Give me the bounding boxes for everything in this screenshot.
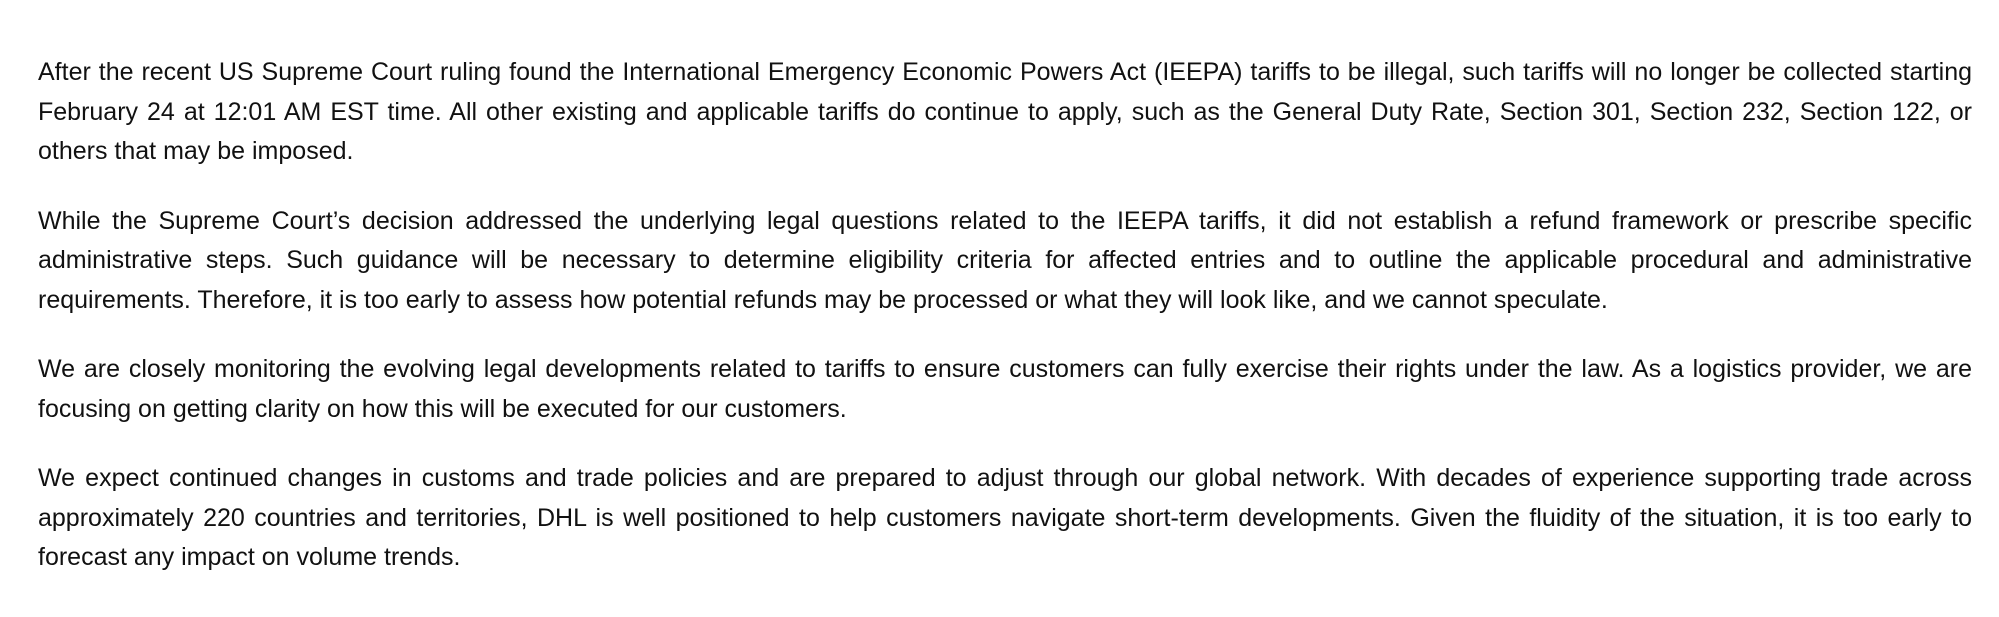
paragraph-outlook: We expect continued changes in customs and trade policies and are prepared to adjust through our global network. With decades of experience supporting trade across approximately 220 countries and territories, DHL is well positioned to help customers navigate short-term developments. Given the fluidity of the situation, it is too early to forecast any impact on volume trends. [38,464,1972,571]
paragraph-monitoring: We are closely monitoring the evolving legal developments related to tariffs to ensure customers can fully exercise their rights under the law. As a logistics provider, we are focusing on getting clarity on how this will be executed for our customers. [38,355,1972,423]
article-body [38,53,1972,608]
paragraph-refund-framework: While the Supreme Court’s decision addressed the underlying legal questions related to the IEEPA tariffs, it did not establish a refund framework or prescribe specific administrative steps. Such guidance will be necessary to determine eligibility criteria for affected entries and to outline the applicable procedural and administrative requirements. Therefore, it is too early to assess how potential refunds may be processed or what they will look like, and we cannot speculate. [38,206,1972,314]
paragraph-ieepa-ruling: After the recent US Supreme Court ruling found the International Emergency Economic Powers Act (IEEPA) tariffs to be illegal, such tariffs will no longer be collected starting February 24 at 12:01 AM EST time. All other existing and applicable tariffs do continue to apply, such as the General Duty Rate, Section 301, Section 232, Section 122, or others that may be imposed. [38,58,1972,165]
